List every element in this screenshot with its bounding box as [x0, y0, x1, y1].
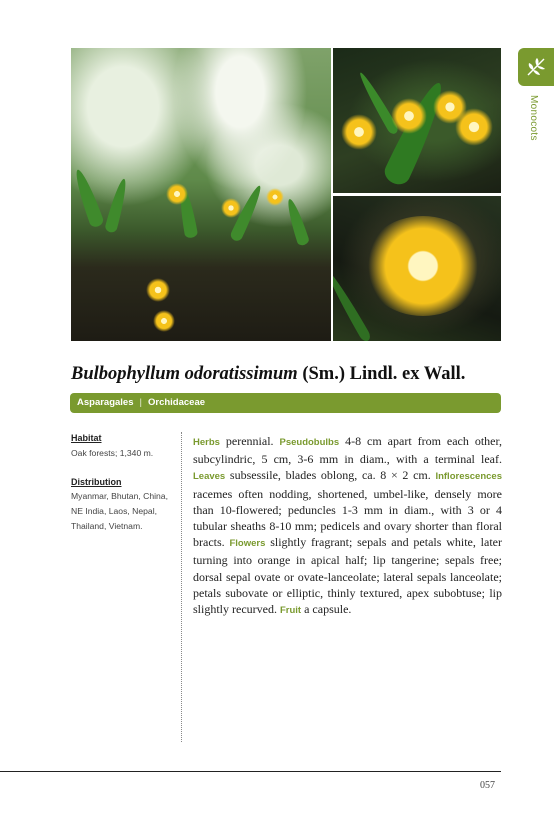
taxonomy-separator: | — [139, 397, 142, 408]
taxonomy-family: Orchidaceae — [147, 397, 206, 408]
text-leaves: subsessile, blades oblong, ca. 8 × 2 cm. — [225, 468, 436, 483]
distribution-text: Myanmar, Bhutan, China, NE India, Laos, Nepal, Thailand, Vietnam. — [71, 491, 168, 531]
distribution-heading: Distribution — [71, 477, 122, 487]
footer-rule — [0, 771, 501, 772]
kw-herbs: Herbs — [193, 437, 220, 448]
kw-pseudobulbs: Pseudobulbs — [279, 437, 340, 448]
kw-flowers: Flowers — [229, 538, 266, 550]
kw-fruit: Fruit — [279, 605, 302, 617]
species-authority: (Sm.) Lindl. ex Wall. — [302, 364, 466, 384]
text-herbs: perennial. — [219, 434, 280, 448]
taxonomy-order: Asparagales — [77, 397, 134, 408]
photo-flower-closeup — [333, 196, 501, 341]
text-flowers: slightly fragrant; sepals and petals white, later turning into orange in apical half; lip tangerine; sepals free; dorsal sepal ovate or ovate-lanceolate; lateral sepals lanceolate; petals subovate or elliptic, thinly textured, apex subobtuse; lip slightly recurved. — [193, 535, 502, 617]
page-number: 057 — [480, 780, 495, 791]
leaves-icon — [525, 56, 547, 78]
photo-flower-cluster — [333, 48, 501, 193]
column-divider — [181, 432, 182, 742]
section-tab[interactable] — [518, 48, 554, 86]
habitat-text: Oak forests; 1,340 m. — [71, 448, 154, 458]
species-name: Bulbophyllum odoratissimum — [71, 364, 298, 384]
photo-orchid-on-branch — [71, 48, 331, 341]
section-label: Monocots — [528, 95, 539, 141]
text-inflorescences: racemes often nodding, shortened, umbel-like, densely more than 10-flowered; peduncles 1-3 mm in diam., with 3 or 4 tubular sheaths 8-10 mm; pedicels and ovary shorter than floral bracts. — [193, 486, 502, 550]
species-title — [71, 364, 465, 385]
text-fruit: a capsule. — [301, 602, 352, 617]
habitat-heading: Habitat — [71, 433, 102, 443]
species-description — [193, 433, 502, 619]
taxonomy-bar — [70, 393, 501, 413]
kw-inflorescences: Inflorescences — [435, 471, 502, 483]
text-pseudobulbs: 4-8 cm apart from each other, subcylindric, 5 cm, 3-6 mm in diam., with a terminal leaf. — [193, 434, 502, 467]
kw-leaves: Leaves — [193, 471, 226, 483]
